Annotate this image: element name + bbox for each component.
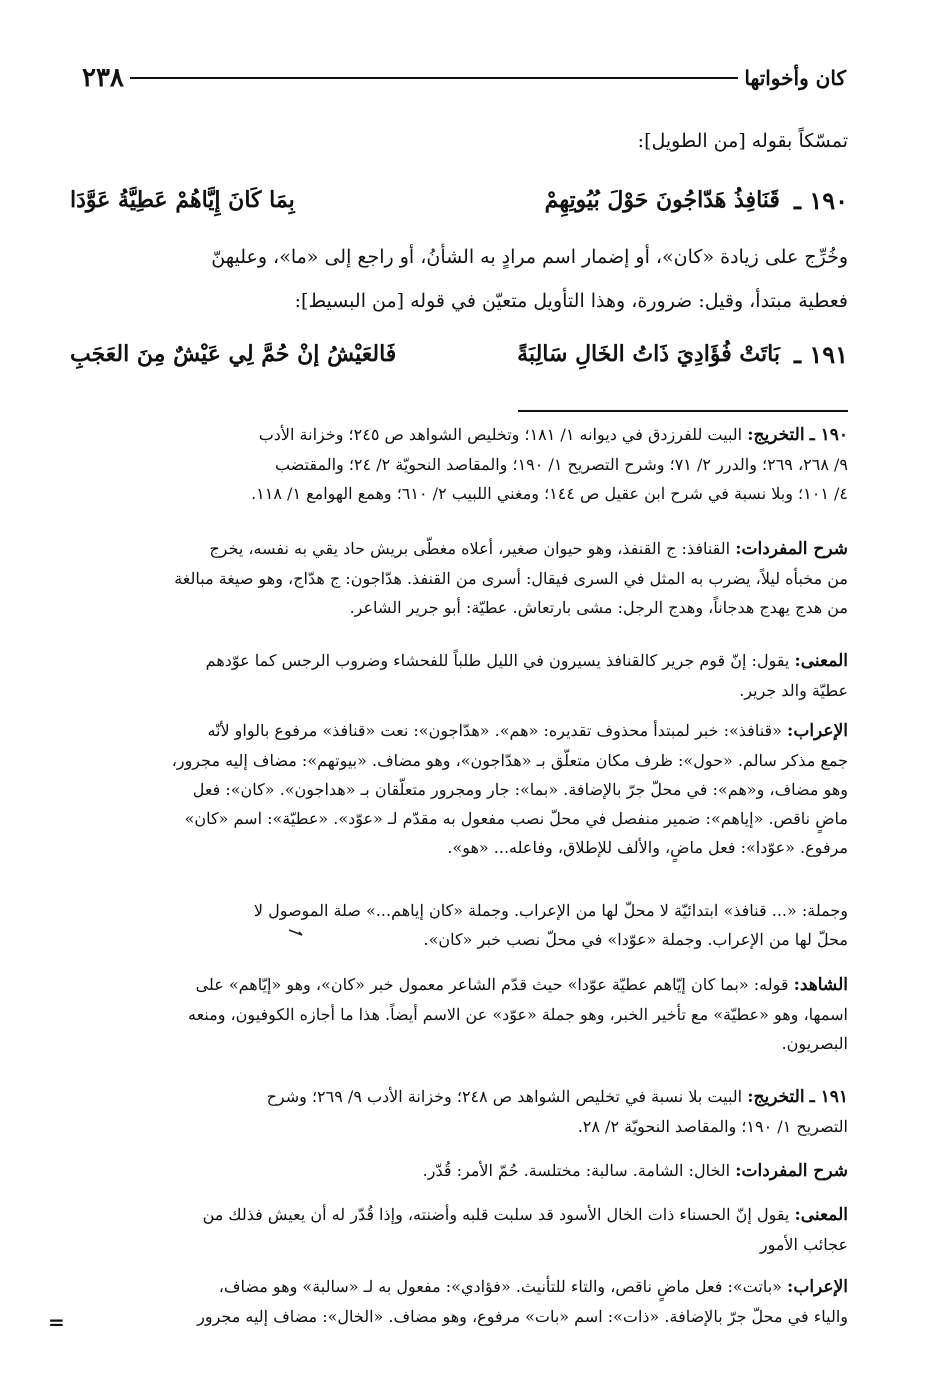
footnote-191-takhrij [74, 1082, 848, 1141]
verse-191 [70, 332, 848, 376]
footnote-text: «باتت»: فعل ماضٍ ناقص، والتاء للتأنيث. «فؤادي»: مفعول به لـ «سالبة» وهو مضاف، [218, 1277, 782, 1296]
footnote-divider [518, 410, 848, 412]
footnote-190-parsing [74, 716, 848, 862]
footnote-191-parsing [74, 1272, 848, 1331]
footnote-label: الإعراب: [787, 1277, 848, 1297]
footnote-line: ماضٍ ناقص. «إياهم»: ضمير منفصل في محلّ نصب مفعول به مقدّم لـ «عوّد». «عطيّة»: اسم «كان» [184, 809, 848, 828]
intro-line: تمسّكاً بقوله [من الطويل]: [637, 130, 848, 152]
footnote-text: القنافذ: ج القنفذ، وهو حيوان صغير، أعلاه مغطّى بريش حاد يقي به نفسه، يخرج [209, 539, 731, 558]
footnote-text: «قنافذ»: خبر لمبتدأ محذوف تقديره: «هم». «هدّاجون»: نعت «قنافذ» مرفوع بالواو لأنّه [207, 721, 782, 740]
footnote-text: يقول إنّ الحسناء ذات الخال الأسود قد سلبت قلبه وأضنته، وإذا قُدّر له أن يعيش فذلك من [202, 1205, 790, 1224]
commentary-line: وخُرِّج على زيادة «كان»، أو إضمار اسم مرادٍ به الشأنُ، أو راجع إلى «ما»، وعليهنّ [211, 246, 848, 268]
footnote-line: من مخبأه ليلاً، يضرب به المثل في السرى فيقال: أسرى من القنفذ. هدّاجون: ج هدّاج، وهو صيغة مبالغة [174, 569, 848, 588]
footnote-line [74, 970, 848, 1000]
page-number: ٢٣٨ [82, 63, 124, 93]
verse-second-hemistich: فَالعَيْشُ إنْ حُمَّ لِي عَيْشٌ مِنَ العَجَبِ [70, 341, 397, 367]
footnote-text: قوله: «بما كان إيّاهم عطيّة عوّدا» حيث قدّم الشاعر معمول خبر «كان»، وهو «إيّاهم» على [195, 975, 789, 994]
footnote-label: شرح المفردات: [735, 1161, 848, 1181]
scratch-mark [288, 928, 306, 938]
footnote-line [74, 534, 848, 564]
footnote-190-takhrij [74, 420, 848, 508]
footnote-line: مرفوع. «عوّدا»: فعل ماضٍ، والألف للإطلاق، وفاعله... «هو». [447, 838, 848, 857]
footnote-line: عجائب الأمور [759, 1235, 848, 1254]
verse-190 [70, 178, 848, 222]
footnote-line: من هدج يهدج هدجاناً، وهدج الرجل: مشى بارتعاش. عطيّة: أبو جرير الشاعر. [349, 598, 848, 617]
footnote-line: والياء في محلّ جرّ بالإضافة. «ذات»: اسم «بات» مرفوع، وهو مضاف. «الخال»: مضاف إليه مجرور [197, 1307, 848, 1326]
footnote-line: التصريح ١/ ١٩٠؛ والمقاصد النحويّة ٢/ ٢٨. [577, 1117, 848, 1136]
verse-number: ١٩١ ـ [793, 339, 848, 369]
verse-number: ١٩٠ ـ [793, 185, 848, 215]
footnote-label: الشاهد: [793, 975, 848, 995]
continuation-mark: = [48, 1310, 65, 1334]
footnote-line: ٩/ ٢٦٨، ٢٦٩؛ والدرر ٢/ ٧١؛ وشرح التصريح ١/ ١٩٠؛ والمقاصد النحويّة ٢/ ٢٤؛ والمقتضب [274, 455, 848, 474]
footnote-label: شرح المفردات: [735, 539, 848, 559]
footnote-label: المعنى: [794, 1205, 848, 1225]
footnote-number: ١٩١ ـ [809, 1087, 848, 1107]
footnote-line [74, 1200, 848, 1230]
footnote-line: ٤/ ١٠١؛ وبلا نسبة في شرح ابن عقيل ص ١٤٤؛ ومغني اللبيب ٢/ ٦١٠؛ وهمع الهوامع ١/ ١١٨. [251, 484, 848, 503]
footnote-label: المعنى: [794, 651, 848, 671]
commentary-line: فعطية مبتدأ، وقيل: ضرورة، وهذا التأويل متعيّن في قوله [من البسيط]: [294, 290, 848, 312]
footnote-label: الإعراب: [787, 721, 848, 741]
verse-first-hemistich: بَاتَتْ فُؤَادِيَ ذَاتُ الخَالِ سَالِبَةً [517, 341, 780, 367]
footnote-190-vocabulary [74, 534, 848, 622]
header-rule [130, 77, 738, 79]
footnote-text: يقول: إنّ قوم جرير كالقنافذ يسيرون في الليل طلباً للفحشاء وضروب الرجس كما عوّدهم [205, 651, 790, 670]
footnote-text: الخال: الشامة. سالبة: مختلسة. حُمّ الأمر: قُدّر. [422, 1161, 731, 1180]
footnote-line: وهو مضاف، و«هم»: في محلّ جرّ بالإضافة. «بما»: جار ومجرور متعلّقان بـ «هداجون». «كان»: فعل [192, 780, 848, 799]
footnote-line [74, 716, 848, 746]
verse-first-hemistich: قَنَافِذُ هَدّاجُونَ حَوْلَ بُيُوتِهِمْ [544, 187, 780, 213]
footnote-190-evidence [74, 970, 848, 1058]
footnote-191-meaning [74, 1200, 848, 1259]
footnote-label: التخريج: [747, 425, 805, 445]
footnote-190-sentences [74, 896, 848, 954]
footnote-line: البصريون. [781, 1034, 848, 1053]
footnote-line: اسمها، وهو «عطيّة» مع تأخير الخبر، وهو جملة «عوّد» عن الاسم أيضاً. هذا ما أجازه الكوفيون، ومنعه [188, 1005, 848, 1024]
footnote-line: جمع مذكر سالم. «حول»: ظرف مكان متعلّق بـ «هدّاجون»، وهو مضاف. «بيوتهم»: مضاف إليه مجرور، [171, 751, 848, 770]
footnote-190-meaning [74, 646, 848, 705]
footnote-line: عطيّة والد جرير. [739, 681, 848, 700]
footnote-191-vocabulary [74, 1156, 848, 1186]
footnote-number: ١٩٠ ـ [809, 425, 848, 445]
running-title: كان وأخواتها [744, 66, 846, 90]
footnote-line: محلّ لها من الإعراب. وجملة «عوّدا» في محلّ نصب خبر «كان». [423, 930, 848, 949]
footnote-line [74, 420, 848, 450]
footnote-label: التخريج: [747, 1087, 805, 1107]
page-header [72, 58, 852, 98]
verse-second-hemistich: بِمَا كَانَ إِيَّاهُمْ عَطِيَّةُ عَوَّدَا [70, 187, 295, 213]
footnote-text: البيت بلا نسبة في تخليص الشواهد ص ٢٤٨؛ وخزانة الأدب ٩/ ٢٦٩؛ وشرح [266, 1087, 743, 1106]
footnote-text: البيت للفرزدق في ديوانه ١/ ١٨١؛ وتخليص الشواهد ص ٢٤٥؛ وخزانة الأدب [258, 425, 743, 444]
footnote-line [74, 1272, 848, 1302]
footnote-line: وجملة: «... قنافذ» ابتدائيّة لا محلّ لها من الإعراب. وجملة «كان إياهم...» صلة الموصول لا [253, 901, 848, 920]
footnote-line [74, 646, 848, 676]
footnote-line [74, 1082, 848, 1112]
footnote-line [74, 1156, 848, 1186]
